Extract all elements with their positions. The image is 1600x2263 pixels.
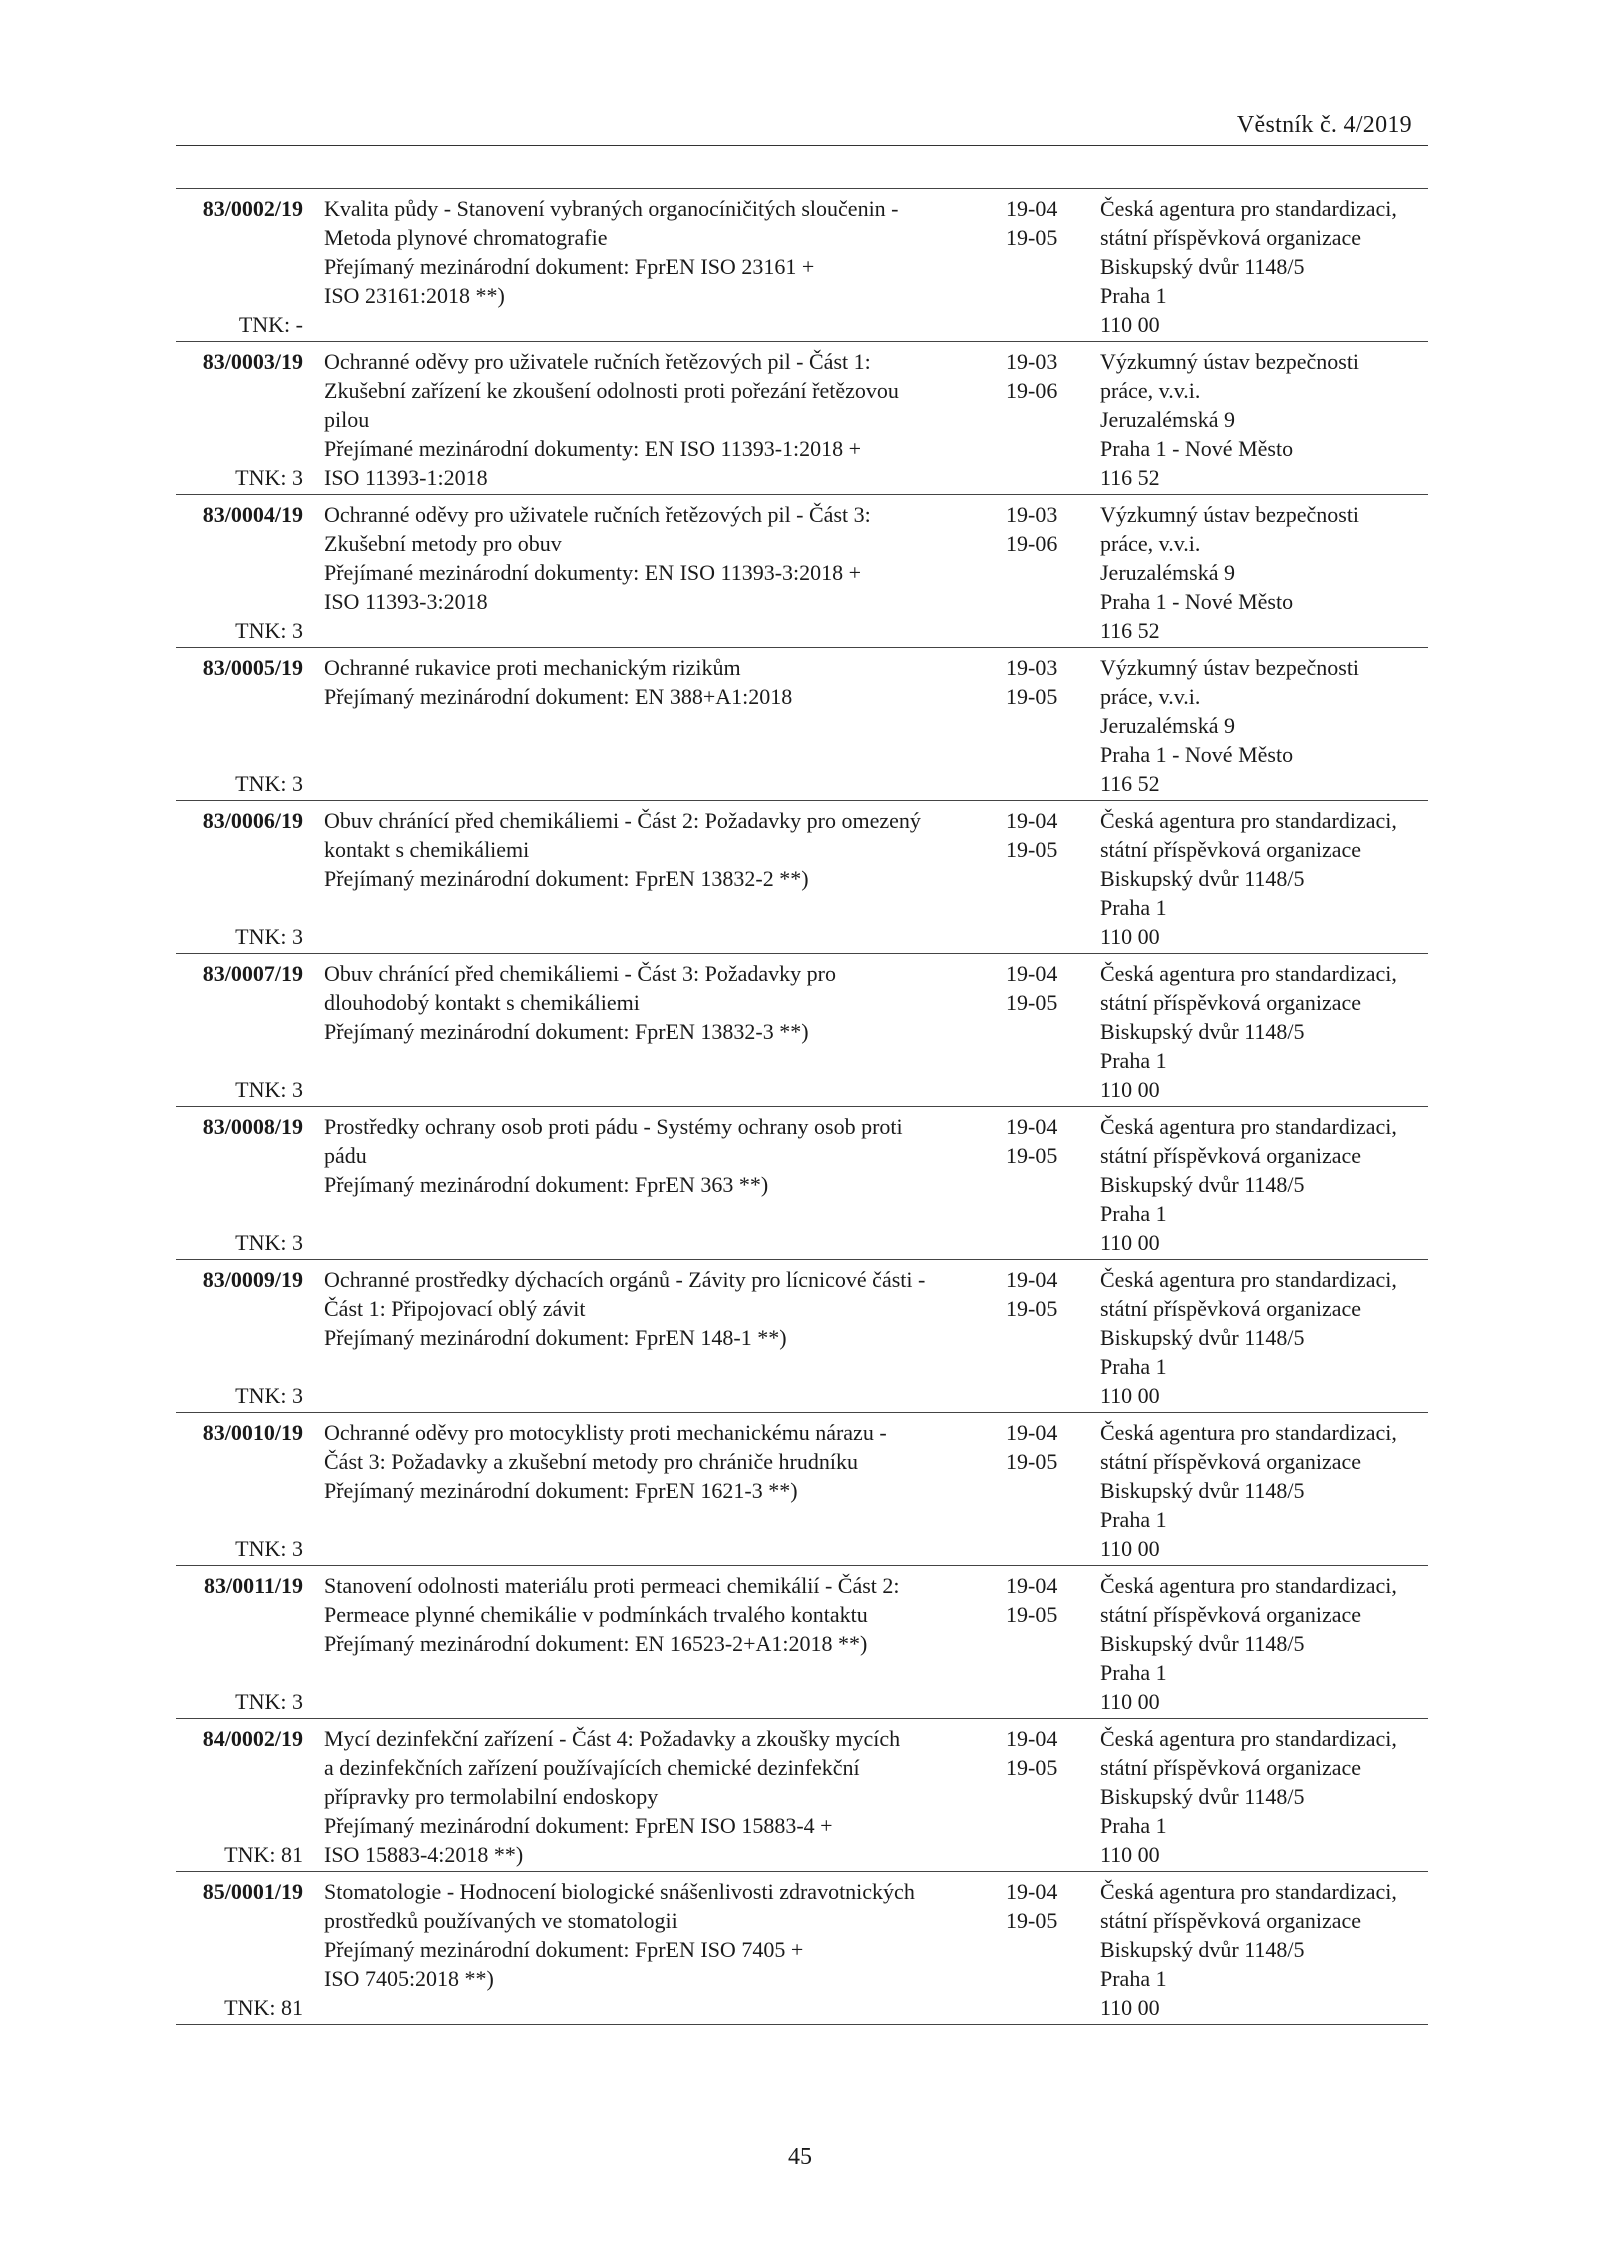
standard-title-cell [324,194,992,310]
address-line: 110 00 [1100,1230,1160,1255]
title-line: Ochranné prostředky dýchacích orgánů - Závity pro lícnicové části - [324,1267,926,1292]
address-line: Výzkumný ústav bezpečnosti [1100,502,1360,527]
title-line: Obuv chránící před chemikáliemi - Část 2: Požadavky pro omezený [324,808,921,833]
tnk-label: TNK: 3 [235,1230,303,1255]
title-line: ISO 15883-4:2018 **) [324,1842,524,1867]
dates-cell [1006,1724,1076,1782]
title-line: Přejímaný mezinárodní dokument: FprEN 13832-3 **) [324,1019,809,1044]
standard-title-cell [324,500,992,616]
standard-title-cell [324,653,992,711]
date-value: 19-05 [1006,1908,1058,1933]
date-value: 19-04 [1006,808,1058,833]
table-row [176,1260,1428,1413]
tnk-label: TNK: 3 [235,618,303,643]
address-line: Praha 1 [1100,1507,1167,1532]
address-line: Biskupský dvůr 1148/5 [1100,1478,1305,1503]
title-line: pádu [324,1143,367,1168]
standard-number: 83/0004/19 [202,502,303,527]
date-value: 19-04 [1006,1420,1058,1445]
processor-address-cell [1100,1724,1430,1869]
table-row [176,1566,1428,1719]
address-line: Jeruzalémská 9 [1100,713,1235,738]
address-line: práce, v.v.i. [1100,531,1201,556]
table-row [176,1719,1428,1872]
address-line: 110 00 [1100,1077,1160,1102]
date-value: 19-03 [1006,349,1058,374]
title-line: Ochranné oděvy pro uživatele ručních řetězových pil - Část 3: [324,502,871,527]
standard-number: 83/0007/19 [202,961,303,986]
address-line: Biskupský dvůr 1148/5 [1100,1019,1305,1044]
processor-address-cell [1100,1877,1430,2022]
title-line: Přejímaný mezinárodní dokument: FprEN ISO 7405 + [324,1937,804,1962]
standard-number: 83/0011/19 [203,1573,303,1598]
address-line: Česká agentura pro standardizaci, [1100,1879,1397,1904]
date-value: 19-05 [1006,1602,1058,1627]
title-line: Ochranné oděvy pro motocyklisty proti mechanickému nárazu - [324,1420,887,1445]
standard-title-cell [324,1724,992,1869]
title-line: Obuv chránící před chemikáliemi - Část 3: Požadavky pro [324,961,836,986]
processor-address-cell [1100,1571,1430,1716]
standard-title-cell [324,1418,992,1505]
title-line: Přejímaný mezinárodní dokument: FprEN ISO 15883-4 + [324,1813,833,1838]
dates-cell [1006,806,1076,864]
title-line: Prostředky ochrany osob proti pádu - Systémy ochrany osob proti [324,1114,903,1139]
address-line: 110 00 [1100,1995,1160,2020]
table-row [176,954,1428,1107]
address-line: Biskupský dvůr 1148/5 [1100,254,1305,279]
title-line: dlouhodobý kontakt s chemikáliemi [324,990,640,1015]
standard-title-cell [324,959,992,1046]
address-line: 110 00 [1100,1383,1160,1408]
title-line: Přejímaný mezinárodní dokument: EN 16523-2+A1:2018 **) [324,1631,868,1656]
address-line: 110 00 [1100,1536,1160,1561]
date-value: 19-06 [1006,531,1058,556]
date-value: 19-05 [1006,1449,1058,1474]
title-line: ISO 7405:2018 **) [324,1966,494,1991]
address-line: Biskupský dvůr 1148/5 [1100,1325,1305,1350]
standard-number: 83/0002/19 [202,196,303,221]
address-line: Praha 1 - Nové Město [1100,436,1294,461]
address-line: Praha 1 [1100,1813,1167,1838]
title-line: Část 1: Připojovací oblý závit [324,1296,586,1321]
tnk-label: TNK: 3 [235,1077,303,1102]
standard-number: 83/0003/19 [202,349,303,374]
table-row [176,648,1428,801]
header-divider [176,145,1428,146]
address-line: Česká agentura pro standardizaci, [1100,808,1397,833]
processor-address-cell [1100,653,1430,798]
title-line: přípravky pro termolabilní endoskopy [324,1784,659,1809]
address-line: 116 52 [1100,771,1160,796]
date-value: 19-05 [1006,225,1058,250]
dates-cell [1006,1265,1076,1323]
address-line: Česká agentura pro standardizaci, [1100,1573,1397,1598]
standard-id-cell [176,1877,303,2022]
tnk-label: TNK: 3 [235,465,303,490]
standard-id-cell [176,1112,303,1257]
date-value: 19-03 [1006,502,1058,527]
address-line: Česká agentura pro standardizaci, [1100,1114,1397,1139]
tnk-label: TNK: 81 [224,1842,303,1867]
address-line: Praha 1 [1100,1966,1167,1991]
standard-number: 83/0008/19 [202,1114,303,1139]
address-line: Česká agentura pro standardizaci, [1100,196,1397,221]
dates-cell [1006,1112,1076,1170]
date-value: 19-03 [1006,655,1058,680]
tnk-label: TNK: 3 [235,771,303,796]
date-value: 19-05 [1006,684,1058,709]
address-line: Biskupský dvůr 1148/5 [1100,866,1305,891]
date-value: 19-05 [1006,1143,1058,1168]
standards-table [176,188,1428,2025]
address-line: Praha 1 [1100,1048,1167,1073]
tnk-label: TNK: - [238,312,303,337]
standard-id-cell [176,1571,303,1716]
address-line: Česká agentura pro standardizaci, [1100,1726,1397,1751]
title-line: Přejímaný mezinárodní dokument: FprEN 363 **) [324,1172,769,1197]
address-line: Biskupský dvůr 1148/5 [1100,1172,1305,1197]
address-line: 116 52 [1100,465,1160,490]
table-row [176,1872,1428,2025]
processor-address-cell [1100,1265,1430,1410]
table-row [176,1107,1428,1260]
date-value: 19-04 [1006,1879,1058,1904]
table-row [176,495,1428,648]
title-line: prostředků používaných ve stomatologii [324,1908,678,1933]
title-line: ISO 11393-3:2018 [324,589,488,614]
date-value: 19-04 [1006,1573,1058,1598]
standard-title-cell [324,347,992,492]
address-line: Výzkumný ústav bezpečnosti [1100,655,1360,680]
title-line: Přejímaný mezinárodní dokument: FprEN ISO 23161 + [324,254,815,279]
dates-cell [1006,653,1076,711]
tnk-label: TNK: 81 [224,1995,303,2020]
standard-title-cell [324,806,992,893]
title-line: Stomatologie - Hodnocení biologické snášenlivosti zdravotnických [324,1879,915,1904]
address-line: státní příspěvková organizace [1100,990,1362,1015]
dates-cell [1006,1418,1076,1476]
date-value: 19-05 [1006,1755,1058,1780]
title-line: Ochranné rukavice proti mechanickým rizikům [324,655,741,680]
processor-address-cell [1100,1418,1430,1563]
date-value: 19-04 [1006,1114,1058,1139]
title-line: pilou [324,407,370,432]
publication-title: Věstník č. 4/2019 [1236,112,1412,138]
dates-cell [1006,500,1076,558]
address-line: Praha 1 [1100,1201,1167,1226]
address-line: Praha 1 [1100,1660,1167,1685]
tnk-label: TNK: 3 [235,924,303,949]
title-line: Přejímané mezinárodní dokumenty: EN ISO 11393-1:2018 + [324,436,862,461]
title-line: Ochranné oděvy pro uživatele ručních řetězových pil - Část 1: [324,349,871,374]
standard-id-cell [176,1418,303,1563]
processor-address-cell [1100,500,1430,645]
address-line: Praha 1 [1100,283,1167,308]
table-row [176,342,1428,495]
address-line: Česká agentura pro standardizaci, [1100,961,1397,986]
address-line: Praha 1 - Nové Město [1100,742,1294,767]
address-line: Česká agentura pro standardizaci, [1100,1420,1397,1445]
address-line: 110 00 [1100,1689,1160,1714]
address-line: Česká agentura pro standardizaci, [1100,1267,1397,1292]
title-line: Přejímaný mezinárodní dokument: FprEN 13832-2 **) [324,866,809,891]
dates-cell [1006,347,1076,405]
address-line: Biskupský dvůr 1148/5 [1100,1784,1305,1809]
standard-id-cell [176,959,303,1104]
date-value: 19-04 [1006,1267,1058,1292]
title-line: Přejímaný mezinárodní dokument: EN 388+A1:2018 [324,684,793,709]
address-line: státní příspěvková organizace [1100,1449,1362,1474]
standard-id-cell [176,347,303,492]
date-value: 19-06 [1006,378,1058,403]
standard-id-cell [176,806,303,951]
standard-number: 83/0005/19 [202,655,303,680]
title-line: ISO 23161:2018 **) [324,283,505,308]
processor-address-cell [1100,194,1430,339]
standard-id-cell [176,1265,303,1410]
address-line: práce, v.v.i. [1100,684,1201,709]
title-line: Část 3: Požadavky a zkušební metody pro chrániče hrudníku [324,1449,858,1474]
standard-id-cell [176,194,303,339]
address-line: Praha 1 - Nové Město [1100,589,1294,614]
title-line: a dezinfekčních zařízení používajících chemické dezinfekční [324,1755,860,1780]
address-line: státní příspěvková organizace [1100,1755,1362,1780]
address-line: 110 00 [1100,1842,1160,1867]
table-row [176,1413,1428,1566]
processor-address-cell [1100,347,1430,492]
address-line: Biskupský dvůr 1148/5 [1100,1631,1305,1656]
processor-address-cell [1100,806,1430,951]
dates-cell [1006,1877,1076,1935]
address-line: 110 00 [1100,312,1160,337]
date-value: 19-05 [1006,990,1058,1015]
processor-address-cell [1100,1112,1430,1257]
address-line: státní příspěvková organizace [1100,1908,1362,1933]
address-line: státní příspěvková organizace [1100,1143,1362,1168]
address-line: Jeruzalémská 9 [1100,407,1235,432]
standard-title-cell [324,1877,992,1993]
address-line: 116 52 [1100,618,1160,643]
table-row [176,189,1428,342]
date-value: 19-04 [1006,196,1058,221]
page-number: 45 [788,2144,812,2170]
date-value: 19-04 [1006,961,1058,986]
standard-id-cell [176,500,303,645]
table-row [176,801,1428,954]
dates-cell [1006,194,1076,252]
standard-id-cell [176,653,303,798]
address-line: Výzkumný ústav bezpečnosti [1100,349,1360,374]
date-value: 19-05 [1006,837,1058,862]
standard-title-cell [324,1571,992,1658]
standard-id-cell [176,1724,303,1869]
title-line: Kvalita půdy - Stanovení vybraných organocíničitých sloučenin - [324,196,899,221]
tnk-label: TNK: 3 [235,1383,303,1408]
title-line: ISO 11393-1:2018 [324,465,488,490]
standard-title-cell [324,1265,992,1352]
title-line: Přejímaný mezinárodní dokument: FprEN 148-1 **) [324,1325,787,1350]
tnk-label: TNK: 3 [235,1689,303,1714]
address-line: Praha 1 [1100,1354,1167,1379]
title-line: Přejímané mezinárodní dokumenty: EN ISO 11393-3:2018 + [324,560,862,585]
title-line: Permeace plynné chemikálie v podmínkách trvalého kontaktu [324,1602,868,1627]
address-line: státní příspěvková organizace [1100,1296,1362,1321]
address-line: 110 00 [1100,924,1160,949]
address-line: Jeruzalémská 9 [1100,560,1235,585]
address-line: státní příspěvková organizace [1100,225,1362,250]
title-line: Stanovení odolnosti materiálu proti permeaci chemikálií - Část 2: [324,1573,900,1598]
dates-cell [1006,959,1076,1017]
title-line: kontakt s chemikáliemi [324,837,530,862]
standard-number: 83/0010/19 [202,1420,303,1445]
title-line: Přejímaný mezinárodní dokument: FprEN 1621-3 **) [324,1478,798,1503]
title-line: Zkušební zařízení ke zkoušení odolnosti proti pořezání řetězovou [324,378,899,403]
standard-title-cell [324,1112,992,1199]
standard-number: 85/0001/19 [202,1879,303,1904]
tnk-label: TNK: 3 [235,1536,303,1561]
standard-number: 84/0002/19 [202,1726,303,1751]
address-line: práce, v.v.i. [1100,378,1201,403]
address-line: státní příspěvková organizace [1100,1602,1362,1627]
standard-number: 83/0006/19 [202,808,303,833]
title-line: Zkušební metody pro obuv [324,531,562,556]
date-value: 19-05 [1006,1296,1058,1321]
dates-cell [1006,1571,1076,1629]
date-value: 19-04 [1006,1726,1058,1751]
processor-address-cell [1100,959,1430,1104]
address-line: Praha 1 [1100,895,1167,920]
address-line: Biskupský dvůr 1148/5 [1100,1937,1305,1962]
address-line: státní příspěvková organizace [1100,837,1362,862]
title-line: Metoda plynové chromatografie [324,225,608,250]
standard-number: 83/0009/19 [202,1267,303,1292]
title-line: Mycí dezinfekční zařízení - Část 4: Požadavky a zkoušky mycích [324,1726,901,1751]
